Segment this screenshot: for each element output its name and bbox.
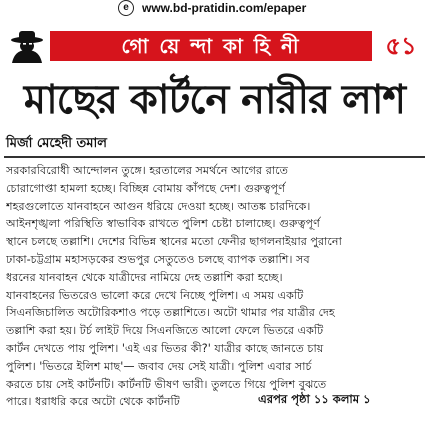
episode-number: ৫১ bbox=[385, 32, 417, 60]
body-line: তল্লাশি করা হয়। টর্চ লাইট দিয়ে সিএনজিতে আলো ফেলে ভিতরে একটি bbox=[6, 324, 324, 338]
byline-divider bbox=[4, 156, 425, 158]
continued-jump-line[interactable]: এরপর পৃষ্ঠা ১১ কলাম ১ bbox=[258, 392, 371, 406]
series-title: গো য়ে ন্দা কা হি নী bbox=[121, 34, 301, 58]
body-line: পারে। ধরাধরি করে অটো থেকে কার্টনটি bbox=[6, 395, 180, 409]
body-line: করতে চায় সেই কার্টনটি। কার্টনটি ভীষণ ভারী। তুলতে গিয়ে পুলিশ বুঝতে bbox=[6, 377, 327, 391]
body-line: সিএনজিচালিত অটোরিকশাও পড়ে তল্লাশিতে। অটো থামার পর যাত্রীর দেহ bbox=[6, 306, 335, 320]
body-line: ধরনের যানবাহন থেকে যাত্রীদের নামিয়ে দেহ তল্লাশি করা হচ্ছে। bbox=[6, 270, 283, 284]
epaper-url[interactable]: www.bd-pratidin.com/epaper bbox=[142, 1, 307, 15]
epaper-url-bar bbox=[0, 0, 429, 16]
body-line: পুলিশ। 'ভিতরে ইলিশ মাছ'— জবাব দেয় সেই যাত্রী। পুলিশ এবার সার্চ bbox=[6, 359, 312, 373]
body-line: চোরাগোপ্তা হামলা হচ্ছে। বিচ্ছিন্ন বোমায় কাঁপছে দেশ। গুরুত্বপূর্ণ bbox=[6, 181, 285, 195]
series-banner bbox=[0, 29, 429, 63]
body-line: ঢাকা-চট্টগ্রাম মহাসড়কের শুভপুর সেতুতেও চলছে ব্যাপক তল্লাশি। সব bbox=[6, 252, 310, 266]
body-line: কার্টন দেখতে পায় পুলিশ। 'এই এর ভিতর কী?' যাত্রীর কাছে জানতে চায় bbox=[6, 341, 324, 355]
body-line: যানবাহনের ভিতরেও ভালো করে দেখে নিচ্ছে পুলিশ। এ সময় একটি bbox=[6, 288, 304, 302]
body-line: আইনশৃঙ্খলা পরিস্থিতি স্বাভাবিক রাখতে পুলিশ চেষ্টা চালাচ্ছে। গুরুত্বপূর্ণ bbox=[6, 217, 320, 231]
detective-silhouette-icon bbox=[0, 29, 50, 63]
epaper-e-icon: e bbox=[118, 0, 134, 16]
body-line: শহরগুলোতে যানবাহনে আগুন ধরিয়ে দেওয়া হচ্ছে। আতঙ্ক চারদিকে। bbox=[6, 199, 311, 213]
author-byline: মির্জা মেহেদী তমাল bbox=[6, 136, 107, 151]
body-line: স্থানে চলছে তল্লাশি। দেশের বিভিন্ন স্থানের মতো ফেনীর ছাগলনাইয়ার পুরানো bbox=[6, 235, 342, 249]
article-headline: মাছের কার্টনে নারীর লাশ bbox=[23, 76, 406, 123]
body-line: সরকারবিরোধী আন্দোলন তুঙ্গে। হরতালের সমর্থনে আগের রাতে bbox=[6, 164, 288, 177]
article-body bbox=[6, 162, 423, 411]
